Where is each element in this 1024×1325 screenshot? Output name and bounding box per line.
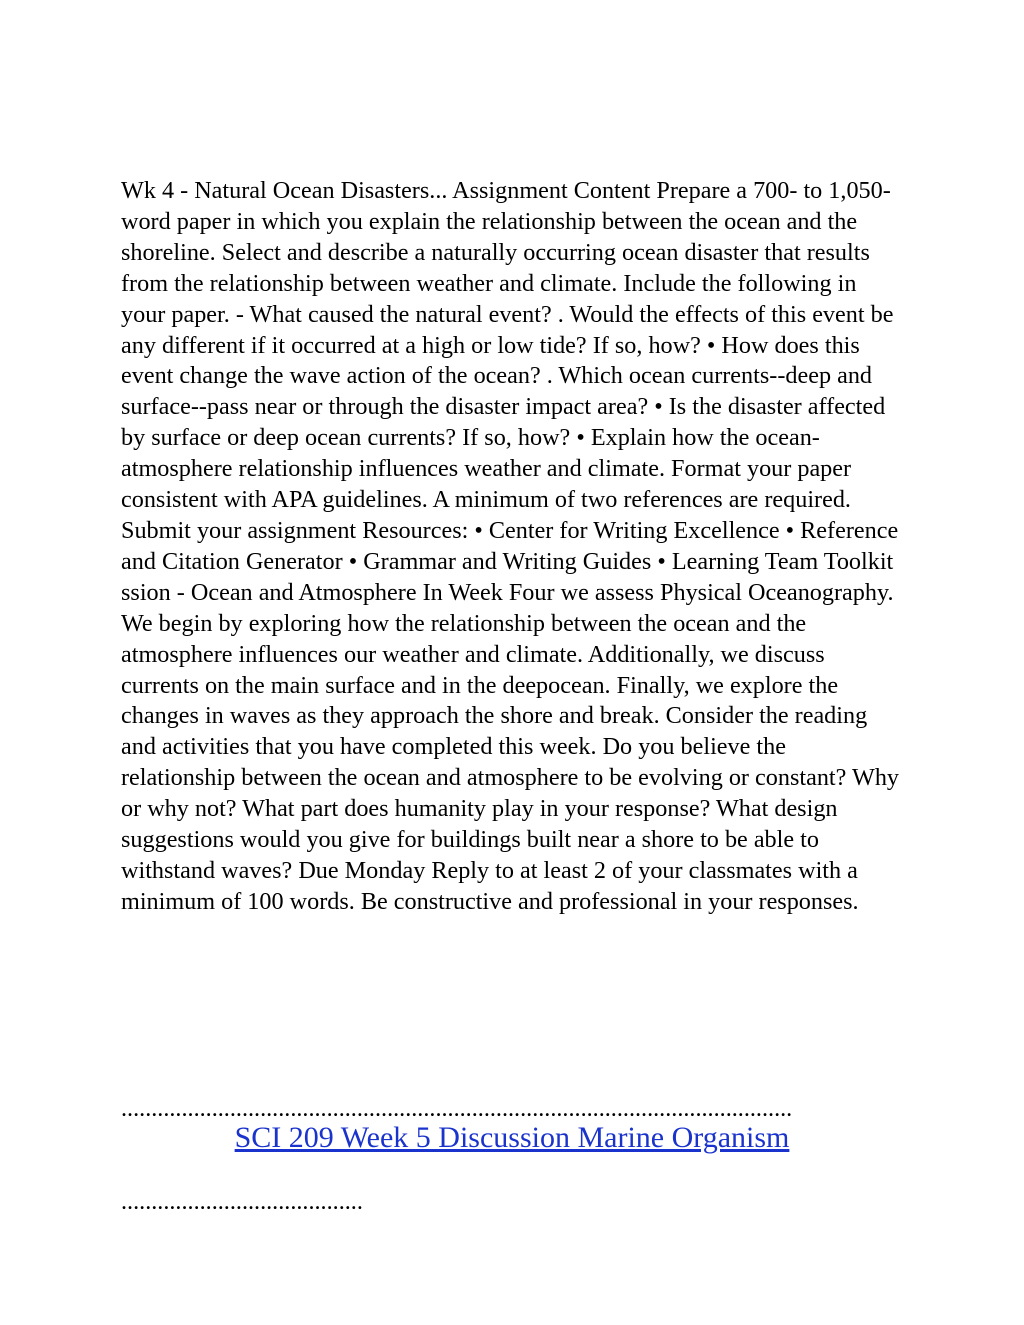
link-container	[0, 1118, 1024, 1158]
sci-209-week-5-link[interactable]: SCI 209 Week 5 Discussion Marine Organism	[234, 1121, 790, 1154]
dotted-separator-line-2: ........................................	[121, 1187, 363, 1215]
body-paragraph: Wk 4 - Natural Ocean Disasters... Assignment Content Prepare a 700- to 1,050-word paper in which you explain the relationship between the ocean and the shoreline. Select and describe a naturally occurring ocean disaster that results from the relationship between weather and climate. Include the following in your paper. - What caused the natural event? . Would the effects of this event be any different if it occurred at a high or low tide? If so, how? • How does this event change the wave action of the ocean? . Which ocean currents--deep and surface--pass near or through the disaster impact area? • Is the disaster affected by surface or deep ocean currents? If so, how? • Explain how the ocean-atmosphere relationship influences weather and climate. Format your paper consistent with APA guidelines. A minimum of two references are required. Submit your assignment Resources: • Center for Writing Excellence • Reference and Citation Generator • Grammar and Writing Guides • Learning Team Toolkit ssion - Ocean and Atmosphere In Week Four we assess Physical Oceanography. We begin by exploring how the relationship between the ocean and the atmosphere influences our weather and climate. Additionally, we discuss currents on the main surface and in the deepocean. Finally, we explore the changes in waves as they approach the shore and break. Consider the reading and activities that you have completed this week. Do you believe the relationship between the ocean and atmosphere to be evolving or constant? Why or why not? What part does humanity play in your response? What design suggestions would you give for buildings built near a shore to be able to withstand waves? Due Monday Reply to at least 2 of your classmates with a minimum of 100 words. Be constructive and professional in your responses.	[121, 177, 900, 915]
dotted-separator-line-1: ...............................................................................................................	[121, 1094, 793, 1122]
